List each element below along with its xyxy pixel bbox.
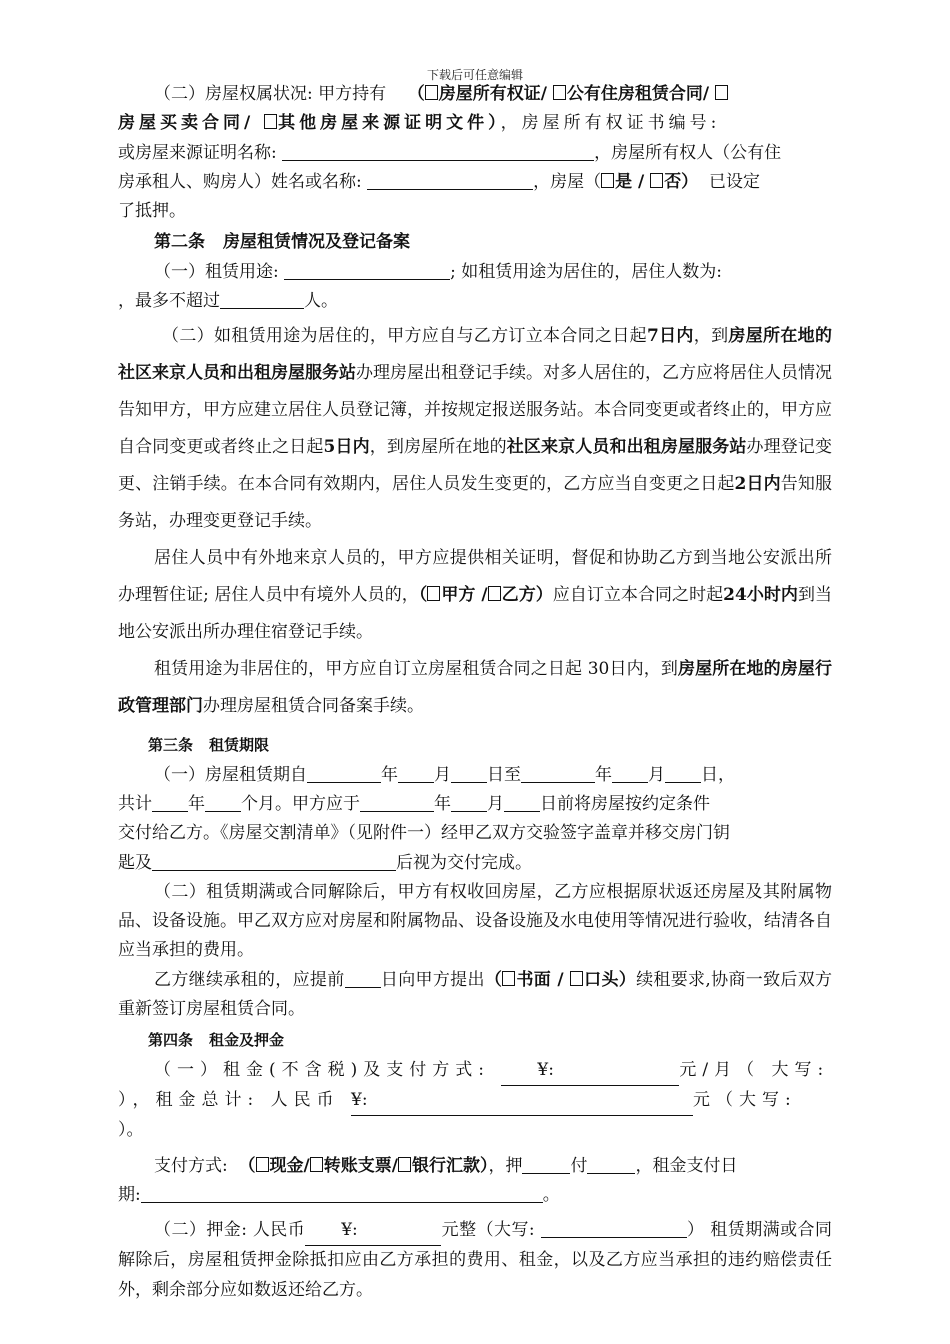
rent-label: （一）租金(不含税)及支付方式: [154, 1059, 490, 1080]
option-party-b: 乙方） [501, 585, 553, 606]
end-month-field[interactable] [612, 764, 648, 783]
month-label: 月 [648, 764, 665, 785]
term-start-label: （一）房屋租赁期自 [154, 764, 307, 785]
term-line-2 [118, 790, 832, 819]
checkbox[interactable] [553, 85, 566, 100]
article-3-number: 第三条 [148, 736, 194, 755]
handover-items-field[interactable] [152, 852, 396, 871]
article-2-title: 房屋租赁情况及登记备案 [223, 232, 410, 253]
house-label: ，房屋（ [533, 171, 602, 192]
article-4-title: 租金及押金 [209, 1031, 285, 1050]
period: 。 [542, 1184, 560, 1205]
delivery-day-field[interactable] [504, 793, 540, 812]
rent-line-1 [118, 1056, 832, 1086]
persons-unit: 人。 [304, 291, 338, 312]
checkbox[interactable] [488, 586, 501, 601]
deadline-5-days: 5日内 [323, 437, 370, 458]
rent-total-label: ），租金总计: 人民币 [118, 1089, 340, 1110]
payment-date-field[interactable] [141, 1184, 543, 1203]
rent-line-3: ）。 [118, 1120, 144, 1141]
owner-label-a: ，房屋所有权人（公有住 [594, 142, 782, 163]
total-months-field[interactable] [205, 793, 241, 812]
registration-text-g: ，到房屋所在地的 [369, 437, 507, 458]
lease-use-field[interactable] [284, 261, 450, 280]
deposit-uppercase-field[interactable] [541, 1219, 687, 1238]
keys-label: 匙及 [118, 852, 152, 873]
non-residential-text-a: 租赁用途为非居住的，甲方应自订立房屋租赁合同之日起 30日内，到 [154, 659, 678, 680]
resident-count-label: ; 如租赁用途为居住的，居住人数为: [450, 261, 722, 282]
lease-use-line [118, 258, 832, 287]
delivery-complete-text: 后视为交付完成。 [396, 852, 532, 873]
max-residents-field[interactable] [220, 290, 304, 309]
start-month-field[interactable] [398, 764, 434, 783]
option-check: 转账支票/ [323, 1155, 398, 1176]
checkbox[interactable] [502, 971, 515, 986]
deadline-24-hours: 24小时内 [723, 585, 798, 606]
monthly-rent-field[interactable] [501, 1056, 679, 1086]
registration-text-c: ，到 [693, 326, 729, 347]
ownership-option-certificate: 房屋所有权证/ [438, 84, 547, 104]
rent-total-field[interactable] [351, 1086, 693, 1116]
registration-text-a: （二）如租赁用途为居住的，甲方应自与乙方订立本合同之日起 [162, 326, 647, 347]
renewal-text-a: 乙方继续承租的，应提前 [154, 969, 345, 990]
mortgage-label-a: 已设定 [709, 171, 760, 192]
pay-months-field[interactable] [587, 1155, 635, 1174]
max-residents-label: ，最多不超过 [118, 291, 220, 312]
checkbox[interactable] [256, 1157, 269, 1172]
deposit-amount-field[interactable] [305, 1216, 441, 1246]
payment-line-2 [118, 1181, 832, 1210]
yen-symbol: ¥: [351, 1089, 368, 1110]
deposit-return-text: ） 租赁期满或合同解除后，房屋租赁押金除抵扣应由乙方承担的费用、租金，以及乙方应当承担的违约赔偿责任外，剩余部分应如数返还给乙方。 [118, 1220, 833, 1300]
non-residential-text-c: 办理房屋租赁合同备案手续。 [203, 696, 424, 717]
checkbox[interactable] [650, 173, 663, 188]
ownership-line-3 [118, 139, 832, 168]
year-label: 年 [595, 764, 612, 785]
payment-line-1 [118, 1152, 832, 1181]
deadline-2-days: 2日内 [734, 474, 781, 495]
service-station-name-2: 社区来京人员和出租房屋服务站 [506, 437, 747, 458]
source-name-label: 或房屋来源证明名称: [118, 142, 277, 163]
payment-date-label-b: 期: [118, 1184, 141, 1205]
checkbox[interactable] [570, 971, 583, 986]
contract-body [118, 80, 832, 1305]
end-year-field[interactable] [521, 764, 595, 783]
certificate-number-label: ，房屋所有权证书编号: [500, 113, 721, 134]
ownership-line-4 [118, 168, 832, 197]
non-residential-paragraph [118, 651, 832, 725]
renewal-paren: （ [484, 969, 503, 990]
article-3-title: 租赁期限 [209, 736, 270, 755]
option-party-a: 甲方 / [441, 585, 488, 606]
option-written: 书面 / [516, 969, 570, 990]
delivery-month-field[interactable] [451, 793, 487, 812]
residence-paren: （ [418, 585, 428, 606]
mortgage-label-b: 了抵押。 [118, 201, 186, 222]
article-2-number: 第二条 [154, 232, 205, 253]
option-oral: 口头） [583, 969, 637, 990]
rent-line-2 [118, 1086, 832, 1116]
renewal-text-f: 续租要求,协商一致后双方重新签订房屋租赁合同。 [118, 969, 833, 1020]
option-bank-transfer: 银行汇款） [411, 1155, 489, 1176]
residence-text-g: 到当地公安派出所办理住宿登记手续。 [118, 585, 833, 643]
registration-paragraph [118, 318, 832, 540]
checkbox[interactable] [425, 85, 438, 100]
ownership-option-public-housing: 公有住房租赁合同/ [566, 84, 710, 104]
registration-text-i: 办理登记变更、注销手续。在本合同有效期内，居住人员发生变更的，乙方应当自变更之日起 [118, 437, 833, 495]
source-name-field[interactable] [282, 142, 594, 161]
deposit-months-field[interactable] [522, 1155, 570, 1174]
article-4-number: 第四条 [148, 1031, 194, 1050]
yen-symbol: ¥: [537, 1059, 554, 1080]
rent-total-unit: 元（大写: [693, 1089, 797, 1110]
temporary-residence-paragraph [118, 540, 832, 651]
deposit-paragraph [118, 1216, 832, 1305]
delivery-year-field[interactable] [360, 793, 434, 812]
article-2-heading [118, 228, 832, 257]
total-label: 共计 [118, 793, 152, 814]
deposit-label: （二）押金: 人民币 [154, 1220, 306, 1241]
service-station-name: 房屋所在地的社区来京人员和出租房屋服务站 [118, 326, 833, 384]
checkbox[interactable] [715, 85, 728, 100]
ownership-option-other: 其他房屋来源证明文件） [278, 113, 501, 134]
article-4-heading [118, 1026, 832, 1055]
month-label: 月 [434, 764, 451, 785]
owner-label-b: 房承租人、购房人）姓名或名称: [118, 171, 362, 192]
checkbox[interactable] [427, 586, 440, 601]
ownership-paragraph: （二）房屋权属状况: 甲方持有 （ 房屋所有权证/ 公有住房租赁合同/ [118, 80, 832, 109]
mortgage-yes: 是 / [615, 171, 651, 192]
checkbox[interactable] [310, 1157, 323, 1172]
term-line-3: 交付给乙方。《房屋交割清单》（见附件一）经甲乙双方交验签字盖章并移交房门钥 [118, 823, 730, 844]
day-to-label: 日至 [487, 764, 521, 785]
payment-date-label: ，租金支付日 [635, 1155, 738, 1176]
checkbox[interactable] [601, 173, 614, 188]
article-3-heading [118, 731, 832, 760]
lease-use-label: （一）租赁用途: [154, 261, 279, 282]
mortgage-no: 否） [664, 171, 699, 192]
checkbox[interactable] [398, 1157, 411, 1172]
payment-paren: （ [238, 1155, 256, 1176]
option-cash: 现金/ [269, 1155, 310, 1176]
renewal-text-b: 日向甲方提出 [380, 969, 485, 990]
term-line-1 [118, 761, 832, 790]
lease-use-line-2 [118, 287, 832, 316]
pay-months-label: 付 [570, 1155, 588, 1176]
housing-admin-dept: 房屋所在地的房屋行政管理部门 [118, 659, 833, 717]
start-year-field[interactable] [307, 764, 381, 783]
start-day-field[interactable] [451, 764, 487, 783]
renewal-paragraph [118, 966, 832, 1025]
deposit-months-label: ，押 [488, 1155, 523, 1176]
checkbox[interactable] [264, 114, 277, 129]
term-line-4 [118, 849, 832, 878]
ownership-option-sale-contract: 房屋买卖合同/ [118, 113, 255, 134]
year-label: 年 [434, 793, 451, 814]
owner-name-field[interactable] [367, 171, 533, 190]
ownership-line-2 [118, 109, 832, 138]
yen-symbol: ¥: [341, 1220, 358, 1241]
month-label: 月 [487, 793, 504, 814]
header-note: 下载后可任意编辑 [426, 68, 523, 82]
total-years-field[interactable] [152, 793, 188, 812]
registration-text-e: 办理房屋出租登记手续。对多人居住的，乙方应将居住人员情况告知甲方，甲方应建立居住人员登记簿，并按规定报送服务站。本合同变更或者终止的，甲方应自合同变更或者终止之日起 [118, 363, 832, 458]
ownership-line-5 [118, 197, 832, 226]
deadline-7-days: 7日内 [646, 326, 694, 347]
renewal-days-field[interactable] [345, 969, 381, 988]
per-month-label: 元/月（ 大写: [679, 1059, 830, 1080]
day-label: 日， [701, 764, 735, 785]
residence-text-a: 居住人员中有外地来京人员的，甲方应提供相关证明，督促和协助乙方到当地公安派出所办理暂住证; 居住人员中有境外人员的， [118, 548, 832, 606]
months-label: 个月。甲方应于 [241, 793, 360, 814]
end-day-field[interactable] [665, 764, 701, 783]
year-label: 年 [381, 764, 398, 785]
residence-text-e: 应自订立本合同之时起 [552, 585, 724, 606]
payment-method-label: 支付方式: [154, 1155, 228, 1176]
year-label: 年 [188, 793, 205, 814]
delivery-text: 日前将房屋按约定条件 [540, 793, 710, 814]
return-paragraph: （二）租赁期满或合同解除后，甲方有权收回房屋，乙方应根据原状返还房屋及其附属物品、设备设施。甲乙双方应对房屋和附属物品、设备设施及水电使用等情况进行验收，结清各自应当承担的费用。 [118, 881, 832, 961]
deposit-unit: 元整（大写: [441, 1220, 535, 1241]
registration-text-k: 告知服务站，办理变更登记手续。 [118, 474, 833, 532]
ownership-intro: （二）房屋权属状况: 甲方持有 [154, 84, 387, 104]
